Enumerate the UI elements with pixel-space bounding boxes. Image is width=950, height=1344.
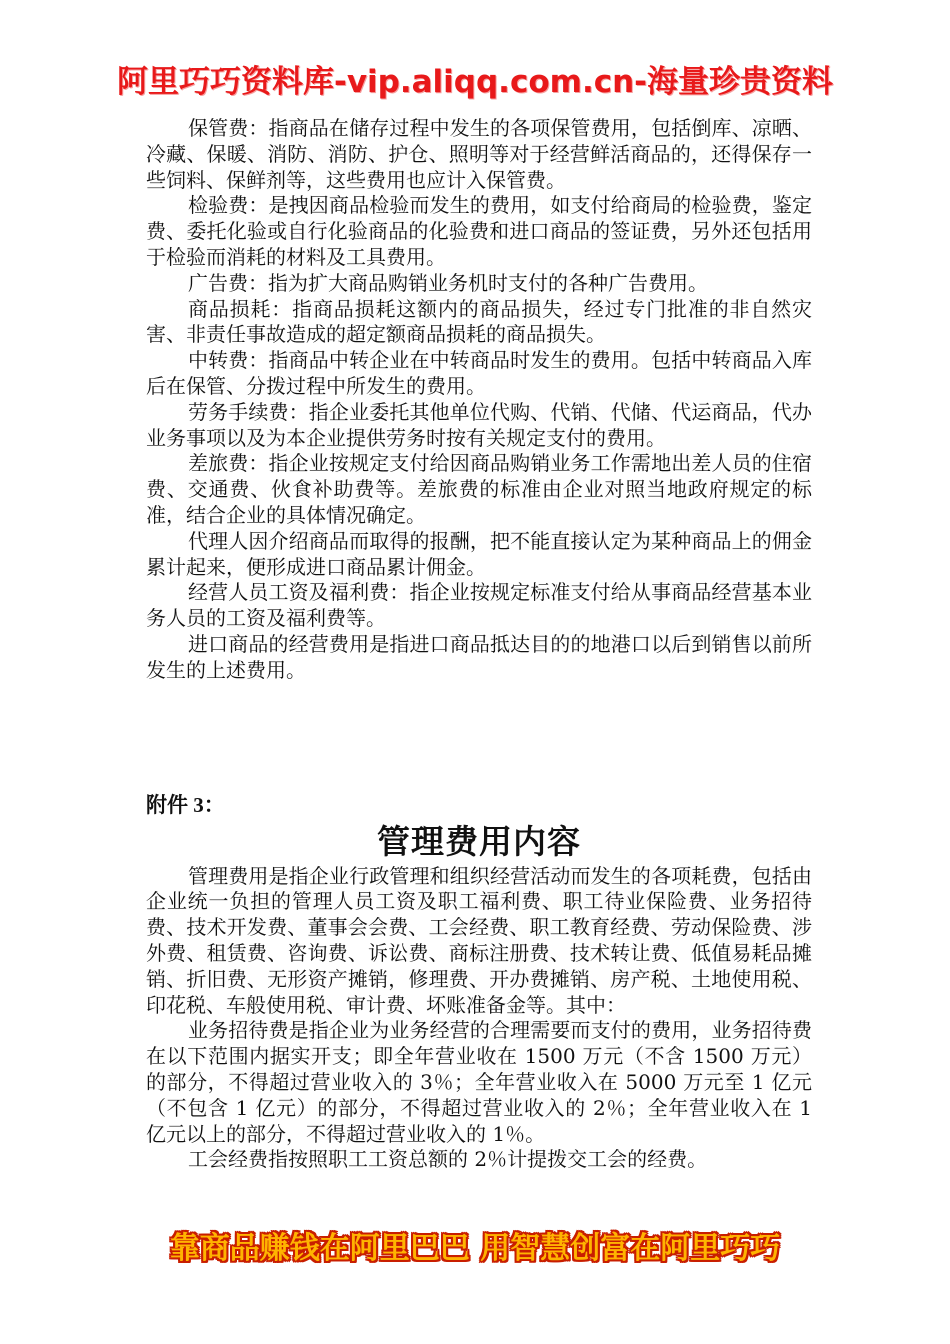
blank-space [146,684,812,790]
paragraph-entertainment-expenses: 业务招待费是指企业为业务经营的合理需要而支付的费用，业务招待费在以下范围内据实开支；即全年营业收在 1500 万元（不含 1500 万元）的部分，不得超过营业收入的 3％；全年营业收入在 5000 万元至 1 亿元（不包含 1 亿元）的部分，不得超过营业收入的 2％；全年营业收入在 1 亿元以上的部分，不得超过营业收入的 1％。 [146,1018,812,1146]
paragraph-storage-fee: 保管费：指商品在储存过程中发生的各项保管费用，包括倒库、凉晒、冷藏、保暖、消防、消防、护仓、照明等对于经营鲜活商品的，还得保存一些饲料、保鲜剂等，这些费用也应计入保管费。 [146,116,812,192]
paragraph-travel-fee: 差旅费：指企业按规定支付给因商品购销业务工作需地出差人员的住宿费、交通费、伙食补助费等。差旅费的标准由企业对照当地政府规定的标准，结合企业的具体情况确定。 [146,451,812,527]
paragraph-advertising-fee: 广告费：指为扩大商品购销业务机时支付的各种广告费用。 [188,270,708,295]
paragraph-staff-wages: 经营人员工资及福利费：指企业按规定标准支付给从事商品经营基本业务人员的工资及福利费等。 [146,580,812,631]
section-title: 管理费用内容 [377,821,581,861]
header-banner: 阿里巧巧资料库-vip.aliqq.com.cn-海量珍贵资料 [116,64,834,100]
section-selling-expenses [146,116,812,684]
paragraph-inspection-fee: 检验费：是拽因商品检验而发生的费用，如支付给商局的检验费，鉴定费、委托化验或自行化验商品的化验费和进口商品的签证费，另外还包括用于检验而消耗的材料及工具费用。 [146,193,812,269]
paragraph-commission: 代理人因介绍商品而取得的报酬，把不能直接认定为某种商品上的佣金累计起来，便形成进口商品累计佣金。 [146,528,812,579]
paragraph-service-fee: 劳务手续费：指企业委托其他单位代购、代销、代储、代运商品，代办业务事项以及为本企业提供劳务时按有关规定支付的费用。 [146,399,812,450]
attachment-label: 附件 3： [146,792,225,817]
paragraph-goods-loss: 商品损耗：指商品损耗这额内的商品损失，经过专门批准的非自然灾害、非责任事故造成的超定额商品损耗的商品损失。 [146,296,812,347]
paragraph-management-expenses: 管理费用是指企业行政管理和组织经营活动而发生的各项耗费，包括由企业统一负担的管理人员工资及职工福利费、职工待业保险费、业务招待费、技术开发费、董事会会费、工会经费、职工教育经费、劳动保险费、涉外费、租赁费、咨询费、诉讼费、商标注册费、技术转让费、低值易耗品摊销、折旧费、无形资产摊销，修理费、开办费摊销、房产税、土地使用税、印花税、车般使用税、审计费、坏账准备金等。其中： [146,863,812,1017]
paragraph-transfer-fee: 中转费：指商品中转企业在中转商品时发生的费用。包括中转商品入库后在保管、分拨过程中所发生的费用。 [146,348,812,398]
document-body [146,116,812,1173]
section-management-expenses [146,820,812,1174]
footer-banner: 靠商品赚钱在阿里巴巴 用智慧创富在阿里巧巧 [169,1231,781,1266]
paragraph-import-expenses: 进口商品的经营费用是指进口商品抵达目的的地港口以后到销售以前所发生的上述费用。 [146,631,812,682]
paragraph-union-fee: 工会经费指按照职工工资总额的 2％计提拨交工会的经费。 [188,1147,708,1172]
